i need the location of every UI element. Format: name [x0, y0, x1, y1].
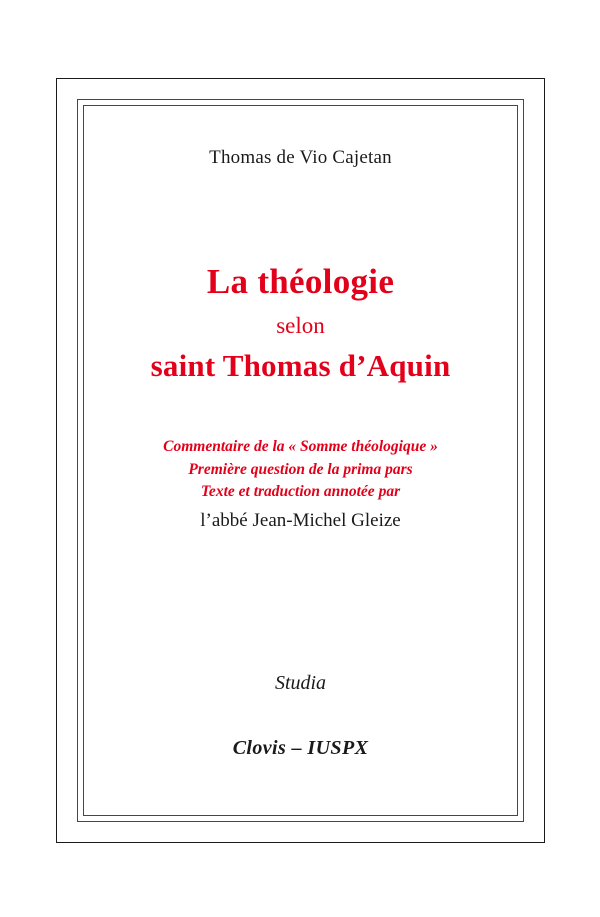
cover-content: [91, 113, 510, 808]
collection-name: Studia: [274, 672, 327, 694]
subtitle-line-2: Première question de la prima pars: [188, 460, 413, 478]
author-name: Thomas de Vio Cajetan: [209, 147, 392, 168]
title-subject: saint Thomas d’Aquin: [150, 347, 451, 383]
title-block: [91, 261, 510, 384]
page-title: La théologie: [206, 262, 395, 301]
publisher-name: Clovis – IUSPX: [232, 737, 369, 759]
title-connector: selon: [276, 313, 325, 339]
subtitle-block: [91, 436, 510, 533]
editor-name: l’abbé Jean-Michel Gleize: [200, 509, 401, 531]
book-cover: [56, 78, 545, 843]
layout-spacer: [91, 534, 510, 672]
subtitle-line-1: Commentaire de la « Somme théologique »: [163, 438, 438, 456]
subtitle-line-3: Texte et traduction annotée par: [200, 483, 401, 501]
